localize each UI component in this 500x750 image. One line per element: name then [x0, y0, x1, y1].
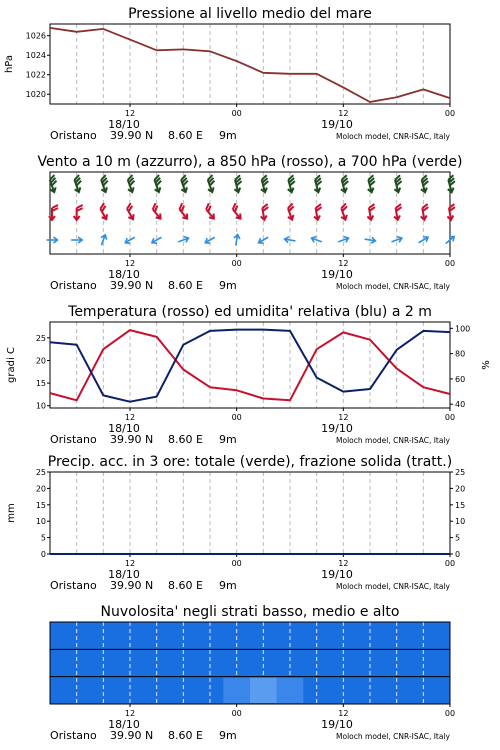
wind-arrow-10m [233, 234, 241, 246]
wind-barb-700hpa [151, 175, 165, 193]
location-elev: 9m [219, 579, 237, 592]
x-tick-label: 00 [444, 709, 456, 718]
wind-barb-850hpa [74, 205, 83, 220]
wind-barb-850hpa [445, 204, 456, 220]
date-label: 18/10 [108, 568, 140, 581]
wind-barb-700hpa [285, 175, 298, 193]
chart-title: Nuvolosita' negli strati basso, medio e alto [100, 604, 400, 620]
x-tick-label: 00 [231, 709, 242, 718]
wind-barb-700hpa [418, 175, 431, 193]
date-label: 19/10 [321, 718, 353, 731]
model-credit: Moloch model, CNR-ISAC, Italy [336, 436, 450, 445]
y-axis-label-right: % [481, 360, 492, 370]
precipitation-chart [6, 454, 465, 592]
x-tick-label: 12 [338, 413, 349, 422]
wind-barb-850hpa [392, 204, 403, 220]
y-tick-label-right: 0 [455, 550, 461, 559]
x-tick-label: 12 [338, 109, 349, 118]
location-lon: 8.60 E [168, 129, 203, 142]
wind-barb-700hpa [97, 175, 111, 193]
wind-barb-700hpa [46, 175, 60, 193]
y-tick-label: 5 [40, 533, 46, 543]
model-credit: Moloch model, CNR-ISAC, Italy [336, 132, 450, 141]
location-lon: 8.60 E [168, 279, 203, 292]
y-tick-label-right: 60 [455, 374, 466, 384]
y-tick-label: 25 [35, 333, 46, 343]
y-tick-label: 10 [35, 517, 46, 527]
date-label: 19/10 [321, 568, 353, 581]
wind-barb-700hpa [177, 175, 191, 193]
x-tick-label: 12 [338, 259, 349, 268]
wind-barb-850hpa [419, 204, 430, 220]
wind-barb-700hpa [204, 175, 218, 193]
date-label: 18/10 [108, 268, 140, 281]
y-tick-label-right: 40 [455, 400, 466, 410]
wind-barb-850hpa [284, 203, 298, 220]
y-tick-label: 25 [35, 468, 46, 477]
wind-barb-700hpa [365, 175, 378, 193]
x-tick-label: 12 [124, 259, 136, 268]
location-lon: 8.60 E [168, 729, 203, 742]
chart-title: Precip. acc. in 3 ore: totale (verde), frazione solida (tratt.) [47, 454, 453, 470]
y-tick-label: 1020 [25, 90, 46, 100]
x-tick-label: 00 [444, 109, 456, 118]
humidity-line [50, 330, 450, 402]
wind-barb-700hpa [311, 175, 324, 193]
location-name: Oristano [50, 579, 97, 592]
x-tick-label: 00 [231, 413, 242, 422]
wind-barb-850hpa [175, 203, 192, 220]
x-tick-label: 12 [124, 709, 136, 718]
y-tick-label-right: 5 [455, 533, 461, 543]
x-tick-label: 12 [338, 559, 349, 568]
temperature-line [50, 330, 450, 400]
wind-arrow-10m [47, 237, 58, 243]
y-axis-label: gradi C [6, 347, 17, 383]
y-tick-label-right: 80 [455, 349, 466, 359]
location-name: Oristano [50, 129, 97, 142]
location-elev: 9m [219, 729, 237, 742]
wind-barb-700hpa [71, 175, 85, 193]
location-lat: 39.90 N [110, 579, 154, 592]
wind-barb-700hpa [338, 175, 351, 193]
wind-barb-850hpa [337, 203, 351, 220]
wind-barb-850hpa [229, 203, 246, 220]
location-elev: 9m [219, 129, 237, 142]
chart-title: Temperatura (rosso) ed umidita' relativa (blu) a 2 m [68, 304, 432, 320]
wind-chart [37, 154, 462, 292]
cloud-cell [250, 678, 277, 703]
x-tick-label: 00 [231, 109, 242, 118]
date-label: 19/10 [321, 422, 353, 435]
x-tick-label: 12 [124, 109, 136, 118]
location-name: Oristano [50, 433, 97, 446]
plot-frame [50, 24, 450, 104]
y-tick-label-right: 100 [455, 324, 471, 334]
date-label: 18/10 [108, 422, 140, 435]
wind-barb-850hpa [149, 203, 166, 220]
plot-frame [50, 472, 450, 554]
location-lon: 8.60 E [168, 579, 203, 592]
wind-barb-850hpa [312, 204, 323, 220]
location-lat: 39.90 N [110, 433, 154, 446]
x-tick-label: 00 [444, 413, 456, 422]
y-tick-label-right: 15 [455, 500, 466, 510]
pressure-line [50, 28, 450, 102]
y-tick-label: 20 [35, 356, 46, 366]
location-lon: 8.60 E [168, 433, 203, 446]
x-tick-label: 00 [444, 559, 456, 568]
chart-title: Pressione al livello medio del mare [128, 6, 372, 22]
model-credit: Moloch model, CNR-ISAC, Italy [336, 582, 450, 591]
x-tick-label: 00 [444, 259, 456, 268]
chart-title: Vento a 10 m (azzurro), a 850 hPa (rosso), a 700 hPa (verde) [37, 154, 463, 170]
wind-barb-700hpa [445, 175, 458, 193]
wind-barb-700hpa [231, 175, 244, 193]
wind-barb-700hpa [258, 175, 271, 193]
y-tick-label-right: 25 [455, 468, 466, 477]
x-tick-label: 12 [338, 709, 349, 718]
date-label: 19/10 [321, 118, 353, 131]
model-credit: Moloch model, CNR-ISAC, Italy [336, 732, 450, 741]
location-lat: 39.90 N [110, 729, 154, 742]
pressure-chart [4, 6, 455, 142]
date-label: 19/10 [321, 268, 353, 281]
wind-barb-850hpa [123, 203, 138, 220]
wind-barb-850hpa [365, 204, 376, 220]
wind-barb-700hpa [124, 175, 138, 193]
y-tick-label: 1026 [25, 31, 46, 41]
cloud-cover-chart [50, 604, 455, 742]
location-lat: 39.90 N [110, 279, 154, 292]
x-tick-label: 12 [124, 413, 136, 422]
wind-barb-850hpa [259, 204, 270, 220]
y-axis-label: hPa [4, 54, 15, 74]
y-tick-label: 10 [35, 401, 46, 411]
y-tick-label-right: 10 [455, 517, 466, 527]
date-label: 18/10 [108, 718, 140, 731]
y-tick-label: 1024 [25, 51, 46, 61]
wind-barb-850hpa [96, 203, 111, 220]
wind-barb-850hpa [202, 203, 219, 220]
y-tick-label-right: 20 [455, 484, 466, 494]
x-tick-label: 12 [124, 559, 136, 568]
location-name: Oristano [50, 279, 97, 292]
location-elev: 9m [219, 279, 237, 292]
y-tick-label: 20 [35, 484, 46, 494]
y-tick-label: 15 [35, 500, 46, 510]
x-tick-label: 00 [231, 259, 242, 268]
plot-frame [50, 172, 450, 254]
date-label: 18/10 [108, 118, 140, 131]
location-lat: 39.90 N [110, 129, 154, 142]
location-name: Oristano [50, 729, 97, 742]
y-tick-label: 0 [40, 550, 46, 559]
y-axis-label: mm [6, 503, 17, 523]
wind-barb-700hpa [391, 175, 404, 193]
temperature-humidity-chart [6, 304, 492, 446]
y-tick-label: 1022 [25, 70, 46, 80]
location-elev: 9m [219, 433, 237, 446]
y-tick-label: 15 [35, 379, 46, 389]
model-credit: Moloch model, CNR-ISAC, Italy [336, 282, 450, 291]
x-tick-label: 00 [231, 559, 242, 568]
